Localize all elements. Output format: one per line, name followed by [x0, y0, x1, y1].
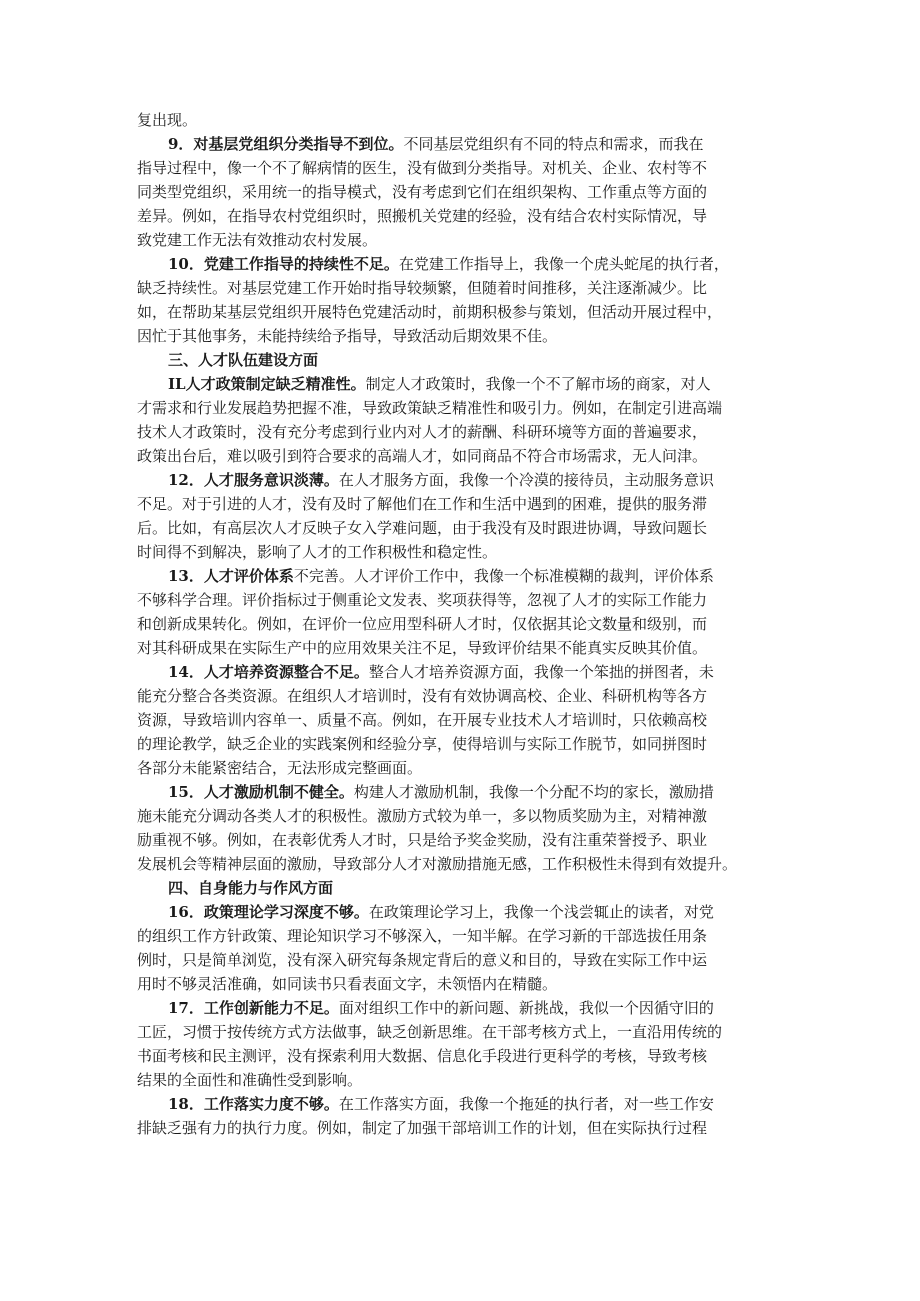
text-line: 时间得不到解决，影响了人才的工作积极性和稳定性。 — [137, 543, 498, 561]
text-line: 技术人才政策时，没有充分考虑到行业内对人才的薪酬、科研环境等方面的普遍要求， — [137, 423, 708, 441]
paragraph-first-line — [137, 564, 793, 588]
text-line: 才需求和行业发展趋势把握不准，导致政策缺乏精准性和吸引力。例如，在制定引进高端 — [137, 399, 723, 417]
text-line: 同类型党组织，采用统一的指导模式，没有考虑到它们在组织架构、工作重点等方面的 — [137, 183, 708, 201]
text-line: 励重视不够。例如，在表彰优秀人才时，只是给予奖金奖励，没有注重荣誉授予、职业 — [137, 831, 708, 849]
item-text: 在政策理论学习上，我像一个浅尝辄止的读者，对党 — [368, 903, 714, 921]
paragraph-first-line — [137, 900, 793, 924]
item-title: 14．人才培养资源整合不足。 — [168, 663, 369, 681]
item-text: 在人才服务方面，我像一个冷漠的接待员，主动服务意识 — [338, 471, 714, 489]
text-line: 的组织工作方针政策、理论知识学习不够深入，一知半解。在学习新的干部选拔任用条 — [137, 927, 708, 945]
text-line: 例时，只是简单浏览，没有深入研究每条规定背后的意义和目的，导致在实际工作中运 — [137, 951, 708, 969]
text-line: 致党建工作无法有效推动农村发展。 — [137, 231, 378, 249]
section-heading: 四、自身能力与作风方面 — [168, 879, 334, 897]
paragraph-first-line — [137, 780, 793, 804]
item-text: 面对组织工作中的新问题、新挑战，我似一个因循守旧的 — [338, 999, 714, 1017]
text-line: 差异。例如，在指导农村党组织时，照搬机关党建的经验，没有结合农村实际情况，导 — [137, 207, 708, 225]
item-title: 16．政策理论学习深度不够。 — [168, 903, 369, 921]
item-title: 9．对基层党组织分类指导不到位。 — [168, 135, 404, 153]
text-line: 政策出台后，难以吸引到符合要求的高端人才，如同商品不符合市场需求，无人问津。 — [137, 447, 708, 465]
paragraph-first-line — [137, 996, 793, 1020]
text-line: 缺乏持续性。对基层党建工作开始时指导较频繁，但随着时间推移，关注逐渐减少。比 — [137, 279, 708, 297]
item-title: 13．人才评价体系 — [168, 567, 294, 585]
text-line: 后。比如，有高层次人才反映子女入学难问题，由于我没有及时跟进协调，导致问题长 — [137, 519, 708, 537]
paragraph-first-line — [137, 468, 793, 492]
item-text: 制定人才政策时，我像一个不了解市场的商家，对人 — [365, 375, 711, 393]
document-page — [137, 108, 793, 1140]
text-line: 结果的全面性和准确性受到影响。 — [137, 1071, 363, 1089]
item-text: 在工作落实方面，我像一个拖延的执行者，对一些工作安 — [338, 1095, 714, 1113]
item-text: 在党建工作指导上，我像一个虎头蛇尾的执行者， — [398, 255, 729, 273]
item-text: 不完善。人才评价工作中，我像一个标准模糊的裁判，评价体系 — [293, 567, 714, 585]
text-line: 不够科学合理。评价指标过于侧重论文发表、奖项获得等，忽视了人才的实际工作能力 — [137, 591, 708, 609]
text-line: 指导过程中，像一个不了解病情的医生，没有做到分类指导。对机关、企业、农村等不 — [137, 159, 708, 177]
item-text: 构建人才激励机制，我像一个分配不均的家长，激励措 — [353, 783, 714, 801]
text-line: 资源，导致培训内容单一、质量不高。例如，在开展专业技术人才培训时，只依赖高校 — [137, 711, 708, 729]
paragraph-first-line — [137, 1092, 793, 1116]
text-line: 工匠，习惯于按传统方式方法做事，缺乏创新思维。在干部考核方式上，一直沿用传统的 — [137, 1023, 723, 1041]
item-title: IL人才政策制定缺乏精准性。 — [168, 375, 366, 393]
text-line: 书面考核和民主测评，没有探索利用大数据、信息化手段进行更科学的考核，导致考核 — [137, 1047, 708, 1065]
section-heading: 三、人才队伍建设方面 — [168, 351, 319, 369]
item-title: 18．工作落实力度不够。 — [168, 1095, 339, 1113]
text-line: 如，在帮助某基层党组织开展特色党建活动时，前期积极参与策划，但活动开展过程中， — [137, 303, 723, 321]
text-line: 施未能充分调动各类人才的积极性。激励方式较为单一，多以物质奖励为主，对精神激 — [137, 807, 708, 825]
text-line: 复出现。 — [137, 111, 198, 129]
text-line: 发展机会等精神层面的激励，导致部分人才对激励措施无感，工作积极性未得到有效提升。 — [137, 855, 738, 873]
paragraph-first-line — [137, 660, 793, 684]
paragraph-first-line — [137, 132, 793, 156]
text-line: 对其科研成果在实际生产中的应用效果关注不足，导致评价结果不能真实反映其价值。 — [137, 639, 708, 657]
text-line: 各部分未能紧密结合，无法形成完整画面。 — [137, 759, 423, 777]
text-line: 和创新成果转化。例如，在评价一位应用型科研人才时，仅依据其论文数量和级别，而 — [137, 615, 708, 633]
item-title: 17．工作创新能力不足。 — [168, 999, 339, 1017]
text-line: 因忙于其他事务，未能持续给予指导，导致活动后期效果不佳。 — [137, 327, 558, 345]
paragraph-first-line — [137, 372, 793, 396]
text-line: 能充分整合各类资源。在组织人才培训时，没有有效协调高校、企业、科研机构等各方 — [137, 687, 708, 705]
item-title: 15．人才激励机制不健全。 — [168, 783, 354, 801]
item-title: 10．党建工作指导的持续性不足。 — [168, 255, 399, 273]
item-text: 整合人才培养资源方面，我像一个笨拙的拼图者，未 — [368, 663, 714, 681]
paragraph-first-line — [137, 252, 793, 276]
text-line: 不足。对于引进的人才，没有及时了解他们在工作和生活中遇到的困难，提供的服务滞 — [137, 495, 708, 513]
text-line: 用时不够灵活准确，如同读书只看表面文字，未领悟内在精髓。 — [137, 975, 558, 993]
item-title: 12．人才服务意识淡薄。 — [168, 471, 339, 489]
item-text: 不同基层党组织有不同的特点和需求，而我在 — [403, 135, 704, 153]
text-line: 排缺乏强有力的执行力度。例如，制定了加强干部培训工作的计划，但在实际执行过程 — [137, 1119, 708, 1137]
text-line: 的理论教学，缺乏企业的实践案例和经验分享，使得培训与实际工作脱节，如同拼图时 — [137, 735, 708, 753]
